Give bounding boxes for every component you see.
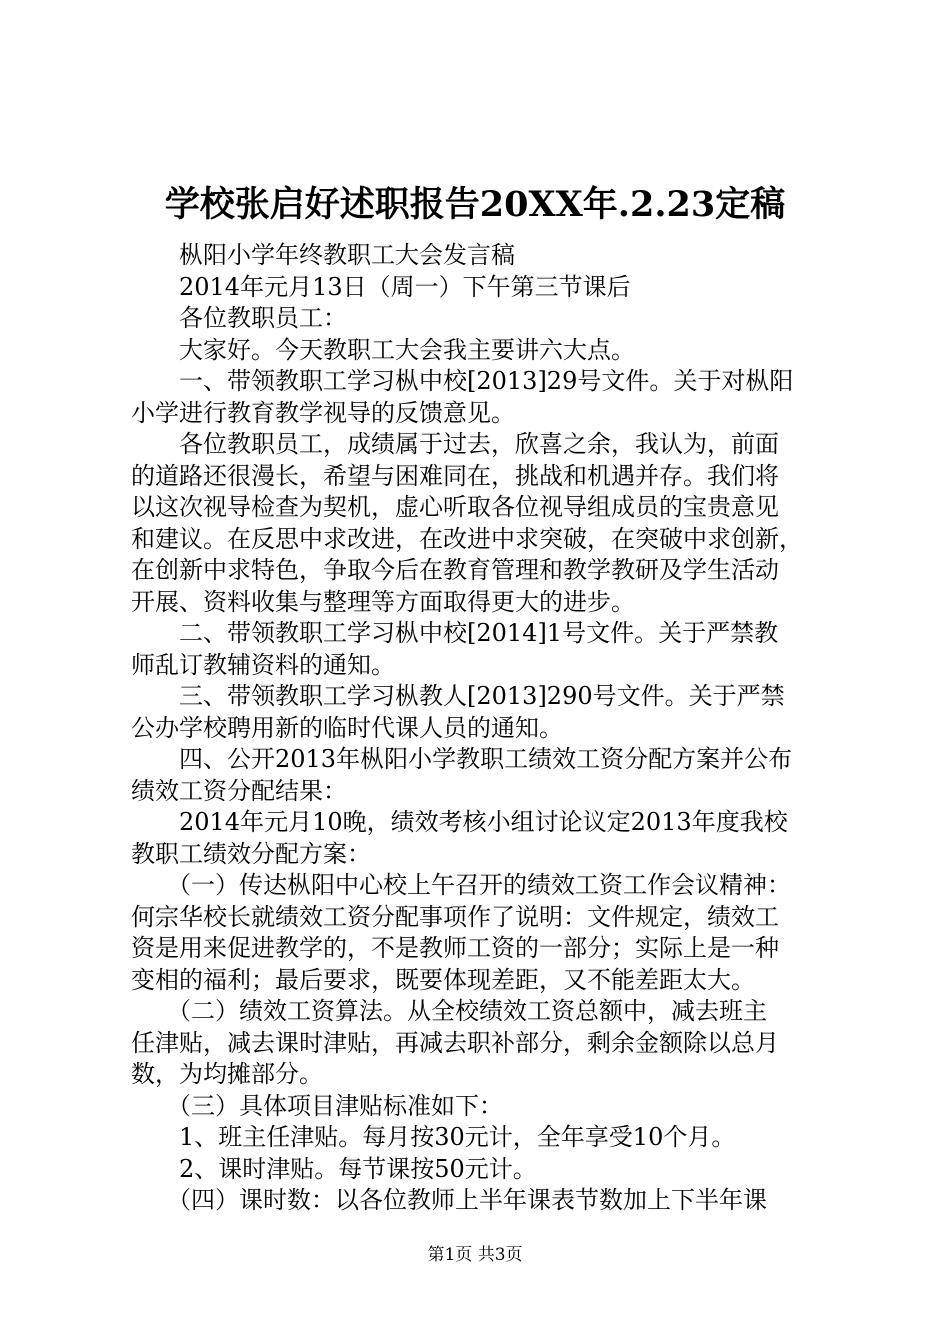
body-line: 绩效工资分配结果： [131, 776, 347, 805]
body-line: （三）具体项目津贴标准如下： [131, 1091, 503, 1120]
body-line: 2、课时津贴。每节课按50元计。 [131, 1154, 537, 1183]
body-line: （一）传达枞阳中心校上午召开的绩效工资工作会议精神： [131, 871, 791, 899]
body-line: 变相的福利；最后要求，既要体现差距，又不能差距太大。 [131, 965, 755, 994]
document-body [131, 240, 831, 1217]
body-line: （四）课时数：以各位教师上半年课表节数加上下半年课 [131, 1186, 767, 1214]
body-line: 四、公开2013年枞阳小学教职工绩效工资分配方案并公布 [131, 745, 793, 773]
body-line: 2014年元月13日（周一）下午第三节课后 [131, 272, 631, 301]
body-line: 在创新中求特色，争取今后在教育管理和教学教研及学生活动 [131, 556, 779, 584]
body-line: （二）绩效工资算法。从全校绩效工资总额中，减去班主 [131, 997, 767, 1025]
body-line: 各位教职员工： [131, 304, 347, 332]
body-line: 2014年元月10晚，绩效考核小组讨论议定2013年度我校 [131, 808, 788, 836]
body-line: 教职工绩效分配方案： [131, 839, 371, 868]
page-footer: 第1页 共3页 [427, 1245, 523, 1265]
body-line: 师乱订教辅资料的通知。 [131, 650, 395, 679]
body-line: 和建议。在反思中求改进，在改进中求突破，在突破中求创新， [131, 524, 803, 553]
body-line: 数，为均摊部分。 [131, 1060, 323, 1088]
body-line: 枞阳小学年终教职工大会发言稿 [131, 241, 515, 269]
document-title: 学校张启好述职报告20XX年.2.23定稿 [164, 184, 786, 225]
body-line: 任津贴，减去课时津贴，再减去职补部分，剩余金额除以总月 [131, 1028, 779, 1057]
body-line: 一、带领教职工学习枞中校[2013]29号文件。关于对枞阳 [131, 367, 794, 395]
body-line: 1、班主任津贴。每月按30元计，全年享受10个月。 [131, 1123, 736, 1151]
body-line: 何宗华校长就绩效工资分配事项作了说明：文件规定，绩效工 [131, 902, 779, 931]
body-line: 二、带领教职工学习枞中校[2014]1号文件。关于严禁教 [131, 619, 779, 647]
body-line: 以这次视导检查为契机，虚心听取各位视导组成员的宝贵意见 [131, 493, 779, 521]
body-line: 的道路还很漫长，希望与困难同在，挑战和机遇并存。我们将 [131, 461, 779, 490]
body-line: 资是用来促进教学的，不是教师工资的一部分；实际上是一种 [131, 934, 779, 962]
body-line: 小学进行教育教学视导的反馈意见。 [131, 398, 515, 427]
body-line: 大家好。今天教职工大会我主要讲六大点。 [131, 335, 635, 364]
body-line: 公办学校聘用新的临时代课人员的通知。 [131, 713, 563, 742]
body-line: 开展、资料收集与整理等方面取得更大的进步。 [131, 587, 635, 616]
body-line: 各位教职员工，成绩属于过去，欣喜之余，我认为，前面 [131, 430, 779, 458]
body-line: 三、带领教职工学习枞教人[2013]290号文件。关于严禁 [131, 682, 785, 710]
